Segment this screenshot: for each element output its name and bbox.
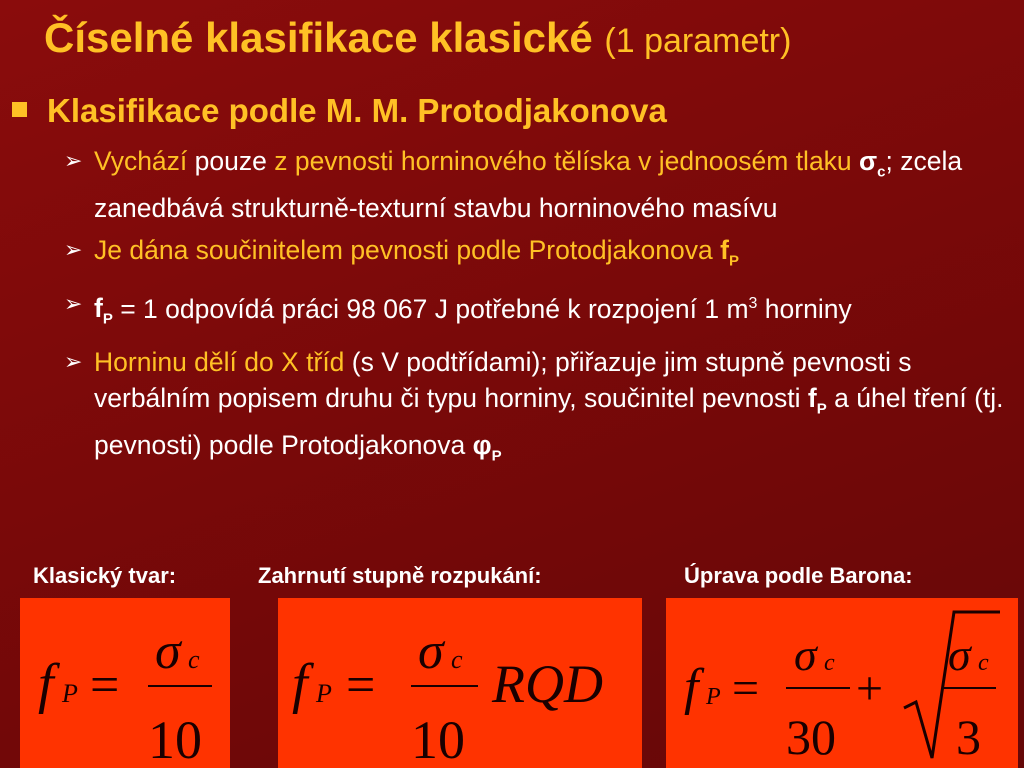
item4-part-c: a úhel tření (tj. pevnosti) podle Protodjakonova — [94, 382, 1004, 461]
svg-text:f: f — [292, 653, 308, 715]
item4-part-b: (s V podtřídami); přiřazuje jim stupně pevnosti s verbálním popisem druhu či typu horniny, součinitel pevnosti — [94, 346, 912, 413]
svg-text:c: c — [978, 650, 989, 676]
svg-text:=: = — [90, 657, 120, 714]
formula-box-classic — [20, 598, 230, 768]
level1-text: Klasifikace podle M. M. Protodjakonova — [47, 92, 667, 129]
svg-text:=: = — [732, 662, 760, 715]
svg-text:σ: σ — [155, 623, 181, 680]
caption-classic: Klasický tvar: — [33, 563, 177, 588]
arrow-bullet-icon: ➢ — [64, 148, 83, 173]
bullet-list — [64, 143, 1014, 480]
svg-text:10: 10 — [148, 710, 202, 768]
level1-bullet — [12, 92, 667, 130]
fp-symbol: $f_P$ — [807, 382, 827, 418]
list-item — [64, 344, 1014, 475]
sigma-c-symbol: $\sigma_c$ — [859, 146, 886, 181]
list-item — [64, 286, 1014, 338]
arrow-bullet-icon: ➢ — [64, 348, 83, 374]
svg-text:P: P — [706, 684, 721, 710]
arrow-bullet-icon: ➢ — [64, 290, 83, 316]
formula-rqd — [278, 598, 642, 768]
caption-rqd: Zahrnutí stupně rozpukání: — [258, 563, 542, 588]
svg-text:=: = — [346, 657, 376, 714]
phi-p-symbol: $\varphi_P$ — [472, 430, 502, 465]
formula-baron — [666, 598, 1018, 768]
svg-text:σ: σ — [948, 629, 971, 680]
title-main: Číselné klasifikace klasické — [44, 14, 593, 61]
list-item — [64, 232, 1014, 279]
svg-text:P: P — [62, 679, 78, 708]
svg-text:P: P — [316, 679, 332, 708]
svg-text:f: f — [38, 653, 54, 715]
svg-text:+: + — [856, 662, 884, 715]
svg-text:c: c — [451, 645, 463, 674]
item3-part-b: horniny — [757, 293, 852, 324]
item2-part-a: Je dána součinitelem pevnosti podle Protodjakonova — [94, 235, 721, 266]
svg-text:σ: σ — [418, 623, 444, 680]
caption-baron: Úprava podle Barona: — [684, 563, 913, 588]
list-item — [64, 143, 1014, 226]
square-bullet-icon — [12, 102, 27, 117]
item1-part-c: z pevnosti horninového tělíska v jednoosém tlaku — [274, 146, 860, 176]
arrow-bullet-icon: ➢ — [64, 237, 83, 263]
svg-text:30: 30 — [786, 709, 836, 765]
item1-part-a: Vychází — [94, 146, 188, 176]
item1-part-d: ; zcela zanedbává strukturně-texturní stavbu horninového masívu — [94, 146, 963, 224]
svg-text:10: 10 — [411, 710, 465, 768]
svg-text:3: 3 — [956, 709, 981, 765]
fp-symbol: $f_P$ — [94, 293, 113, 328]
title-sub: (1 parametr) — [604, 22, 792, 60]
formula-box-baron — [666, 598, 1018, 768]
item3-part-a: = 1 odpovídá práci 98 067 J potřebné k rozpojení 1 m — [112, 293, 749, 324]
formula-classic — [20, 598, 230, 768]
item4-part-a: Horninu dělí do X tříd — [94, 346, 345, 377]
fp-symbol: $f_P$ — [720, 235, 739, 270]
item1-part-b: pouze — [187, 146, 275, 176]
svg-text:c: c — [188, 645, 200, 674]
svg-text:f: f — [684, 659, 699, 716]
svg-text:c: c — [824, 650, 835, 676]
slide-title — [44, 14, 791, 62]
formula-box-rqd — [278, 598, 642, 768]
svg-text:RQD: RQD — [492, 654, 603, 714]
svg-text:σ: σ — [794, 629, 817, 680]
item3-superscript: 3 — [748, 294, 758, 312]
